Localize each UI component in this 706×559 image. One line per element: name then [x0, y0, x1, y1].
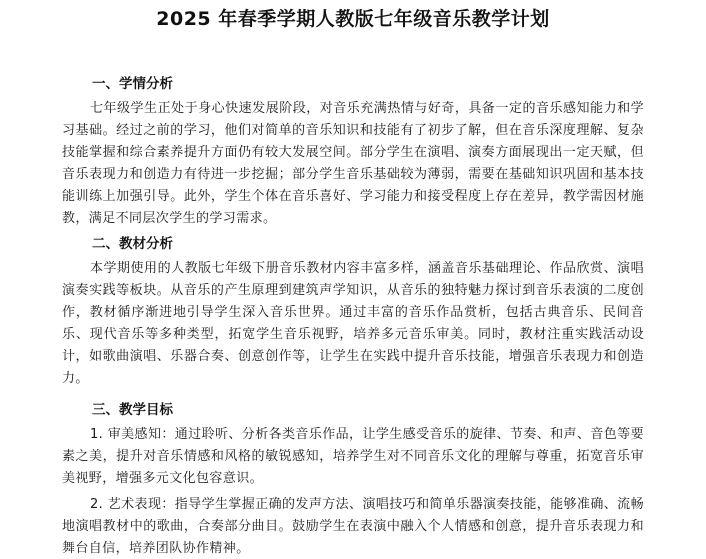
section-heading-textbook-analysis: 二、教材分析: [92, 236, 173, 252]
paragraph-goal-artistic-expression: 2. 艺术表现：指导学生掌握正确的发声方法、演唱技巧和简单乐器演奏技能，能够准确、流畅地演唱教材中的歌曲，合奏部分曲目。鼓励学生在表演中融入个人情感和创意，提升音乐表现力和舞台自信，培养团队协作精神。: [62, 497, 644, 556]
paragraph-learning-analysis: 七年级学生正处于身心快速发展阶段，对音乐充满热情与好奇，具备一定的音乐感知能力和学习基础。经过之前的学习，他们对简单的音乐知识和技能有了初步了解，但在音乐深度理解、复杂技能掌握和综合素养提升方面仍有较大发展空间。部分学生在演唱、演奏方面展现出一定天赋，但音乐表现力和创造力有待进一步挖掘；部分学生音乐基础较为薄弱，需要在基础知识巩固和基本技能训练上加强引导。此外，学生个体在音乐喜好、学习能力和接受程度上存在差异，教学需因材施教，满足不同层次学生的学习需求。: [62, 101, 644, 226]
section-heading-teaching-goals: 三、教学目标: [92, 402, 173, 418]
document-title: 2025 年春季学期人教版七年级音乐教学计划: [156, 8, 550, 30]
paragraph-goal-aesthetic-perception: 1. 审美感知：通过聆听、分析各类音乐作品，让学生感受音乐的旋律、节奏、和声、音色等要素之美，提升对音乐情感和风格的敏锐感知，培养学生对不同音乐文化的理解与尊重，拓宽音乐审美视野，增强多元文化包容意识。: [62, 427, 644, 486]
section-heading-learning-analysis: 一、学情分析: [92, 76, 173, 92]
paragraph-textbook-analysis: 本学期使用的人教版七年级下册音乐教材内容丰富多样，涵盖音乐基础理论、作品欣赏、演唱演奏实践等板块。从音乐的产生原理到建筑声学知识，从音乐的独特魅力探讨到音乐表演的二度创作，教材循序渐进地引导学生深入音乐世界。通过丰富的音乐作品赏析，包括古典音乐、民间音乐、现代音乐等多种类型，拓宽学生音乐视野，培养多元音乐审美。同时，教材注重实践活动设计，如歌曲演唱、乐器合奏、创意创作等，让学生在实践中提升音乐技能，增强音乐表现力和创造力。: [62, 261, 644, 386]
